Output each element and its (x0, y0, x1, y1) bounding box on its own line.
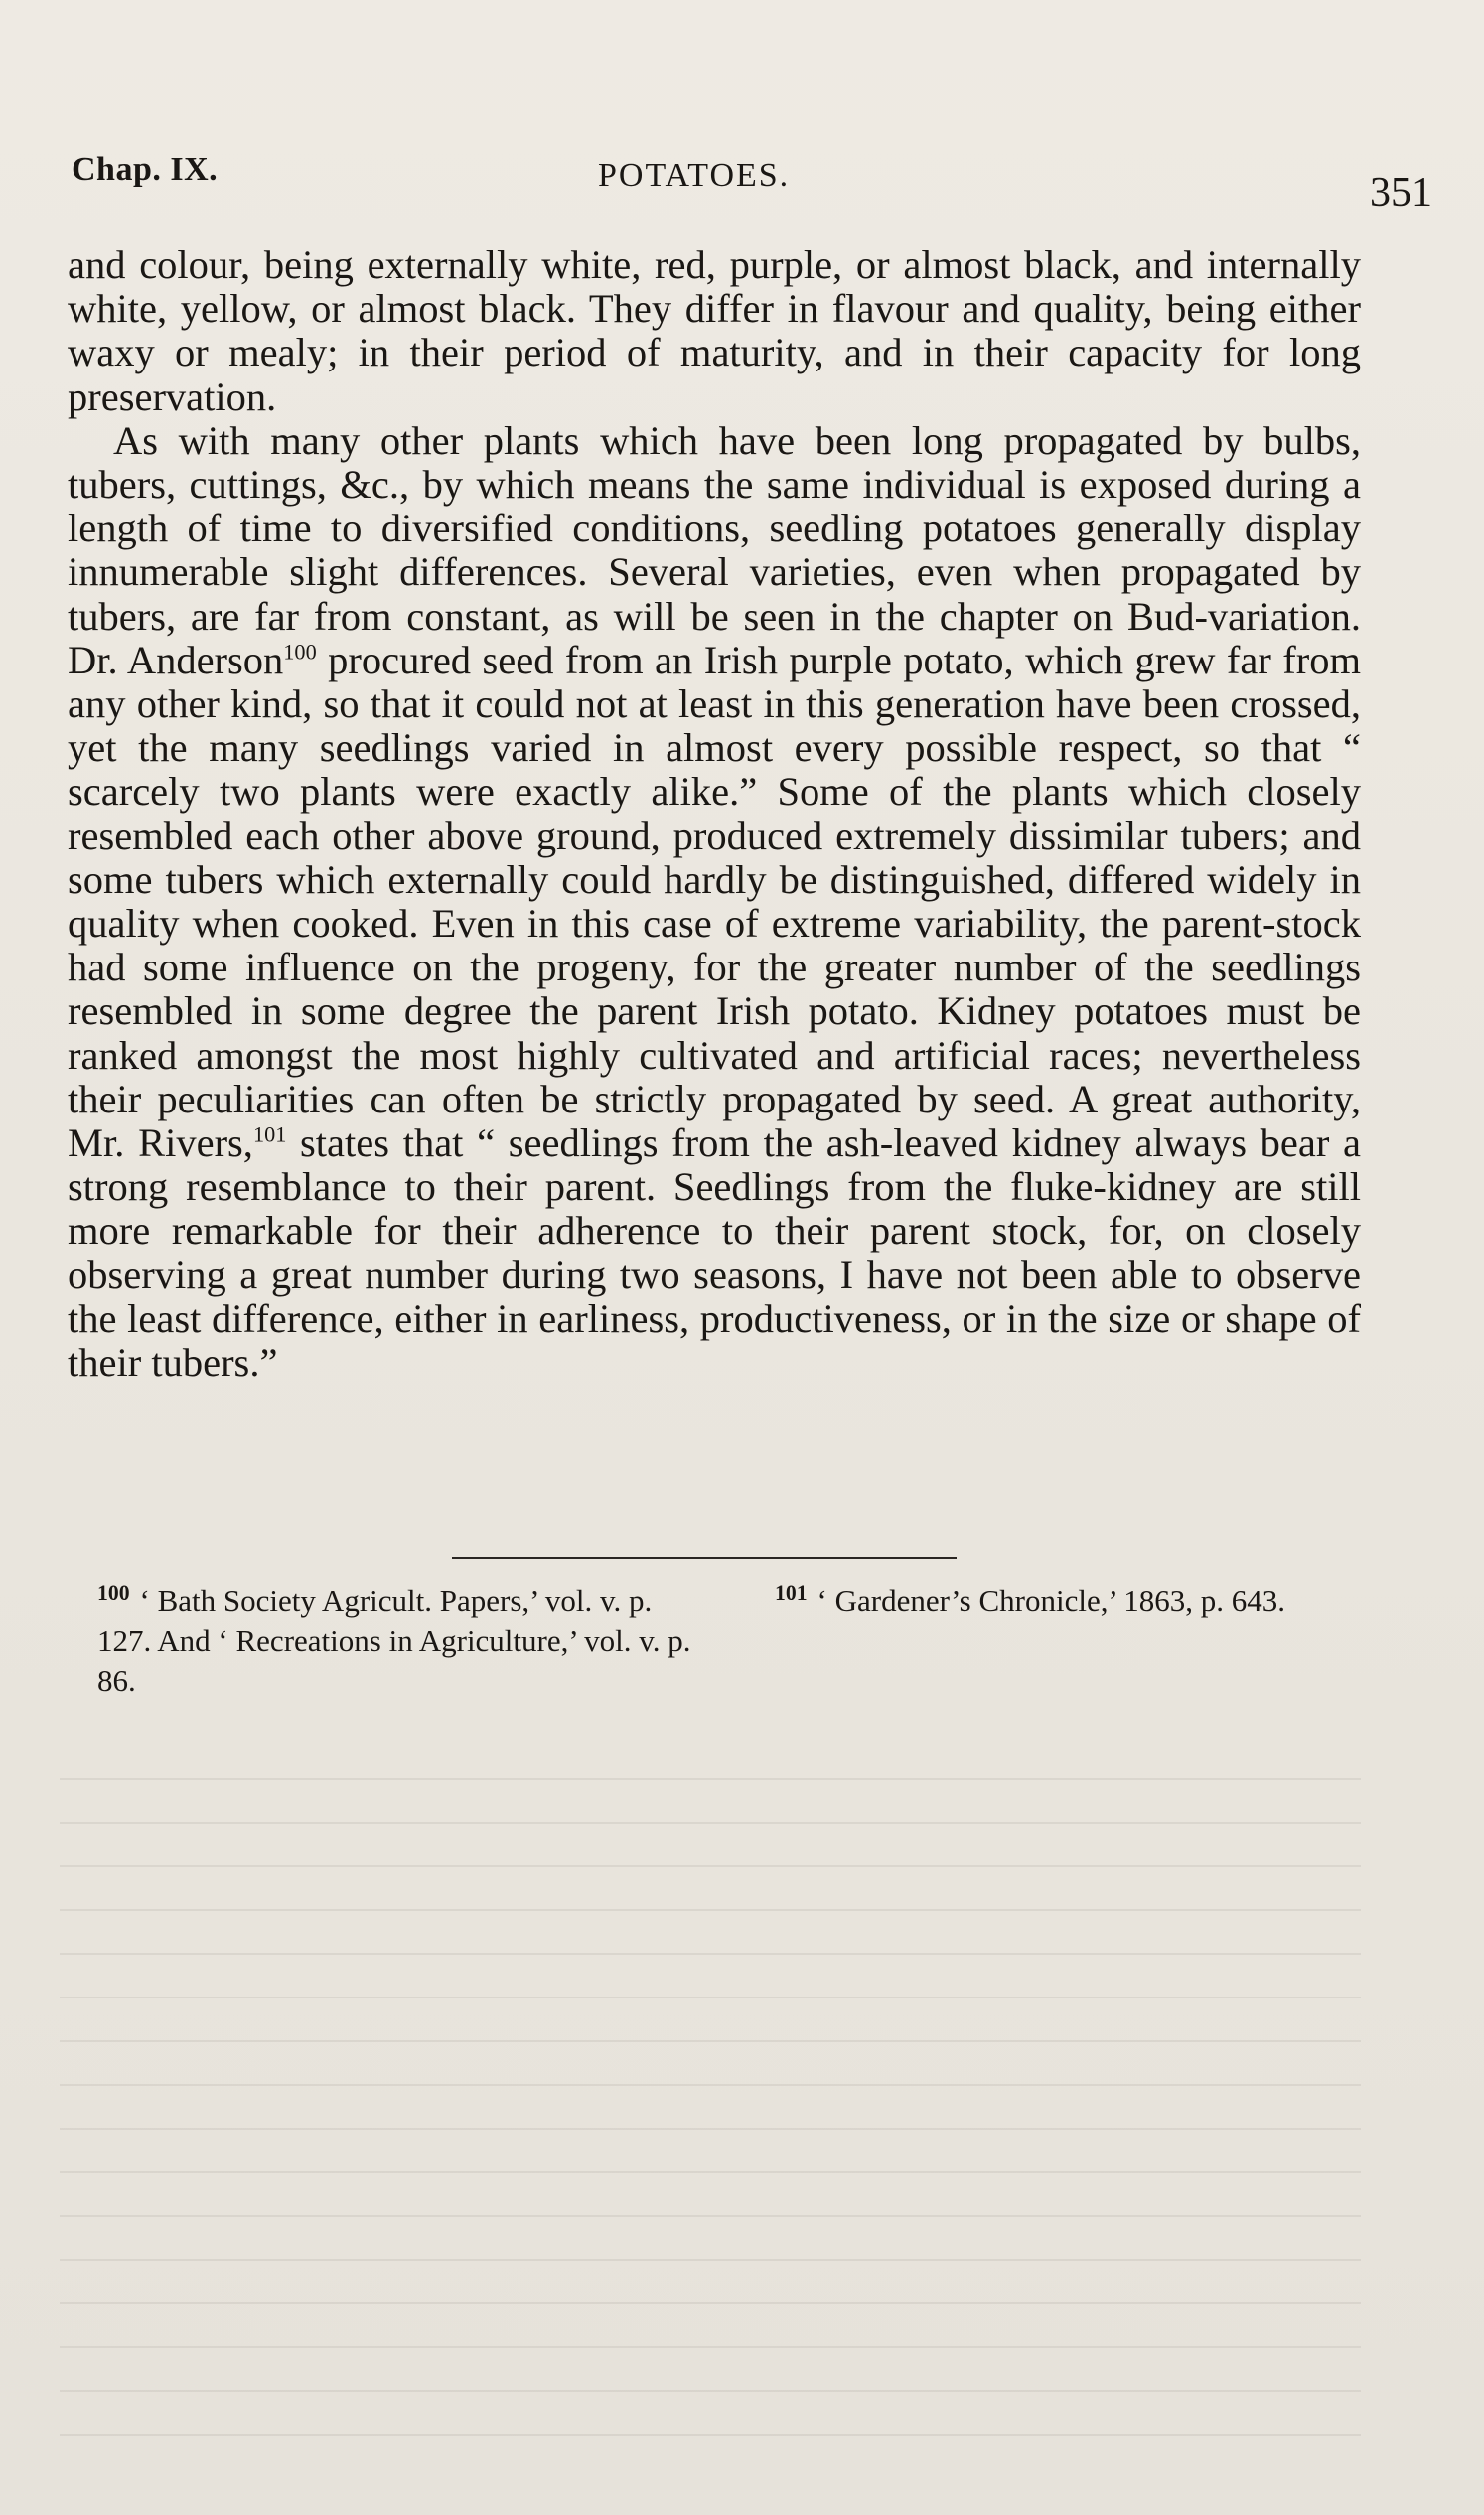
footnote-text: ‘ Gardener’s Chronicle,’ 1863, p. 643. (816, 1583, 1286, 1618)
paragraph-text: procured seed from an Irish purple potato, which grew far from any other kind, so that it could not at least in this generation have been crossed, yet the many seedlings varied in almost every possible respect, so that “ scarcely two plants were exactly alike.” Some of the plants which closely resembled each other above ground, produced extremely dissimilar tubers; and some tubers which externally could hardly be distinguished, differed widely in quality when cooked. Even in this case of extreme variability, the parent-stock had some influence on the progeny, for the greater number of the seedlings resembled in some degree the parent Irish potato. Kidney potatoes must be ranked amongst the most highly cultivated and artificial races; nevertheless their peculiarities can often be strictly propagated by seed. A great authority, Mr. Rivers, (68, 637, 1361, 1166)
footnote-number: 100 (97, 1580, 130, 1605)
running-head (72, 151, 1432, 216)
body-text (68, 243, 1361, 1385)
footnote-divider (452, 1557, 957, 1559)
footnote-ref-101: 101 (252, 1121, 287, 1147)
show-through-shadow (60, 1778, 1361, 2453)
chapter-label: Chap. IX. (72, 151, 219, 188)
page-title: POTATOES. (598, 157, 791, 194)
page-number: 351 (1370, 170, 1432, 216)
paragraph-seedlings (68, 419, 1361, 1385)
footnote-ref-100: 100 (283, 639, 317, 665)
footnote-number: 101 (775, 1580, 808, 1605)
footnote-101 (775, 1581, 1371, 1621)
paragraph-text: states that “ seedlings from the ash-leaved kidney always bear a strong resemblance to their parent. Seedlings from the fluke-kidney are still more remarkable for their adherence to their parent stock, for, on closely observing a great number during two seasons, I have not been able to observe the least difference, either in earliness, productiveness, or in the size or shape of their tubers.” (68, 1120, 1361, 1386)
paragraph-text: As with many other plants which have been long propagated by bulbs, tubers, cuttings, &c., by which means the same individual is exposed during a length of time to diversified conditions, seedling potatoes generally display innumerable slight differences. Several varieties, even when propagated by tubers, are far from constant, as will be seen in the chapter on Bud-variation. Dr. Anderson (68, 417, 1361, 682)
footnote-text: ‘ Bath Society Agricult. Papers,’ vol. v. p. 127. And ‘ Recreations in Agriculture,’ vol. v. p. 86. (97, 1583, 691, 1698)
paragraph-continued: and colour, being externally white, red, purple, or almost black, and internally white, yellow, or almost black. They differ in flavour and quality, being either waxy or mealy; in their period of maturity, and in their capacity for long preservation. (68, 242, 1361, 419)
footnote-100 (68, 1581, 703, 1701)
